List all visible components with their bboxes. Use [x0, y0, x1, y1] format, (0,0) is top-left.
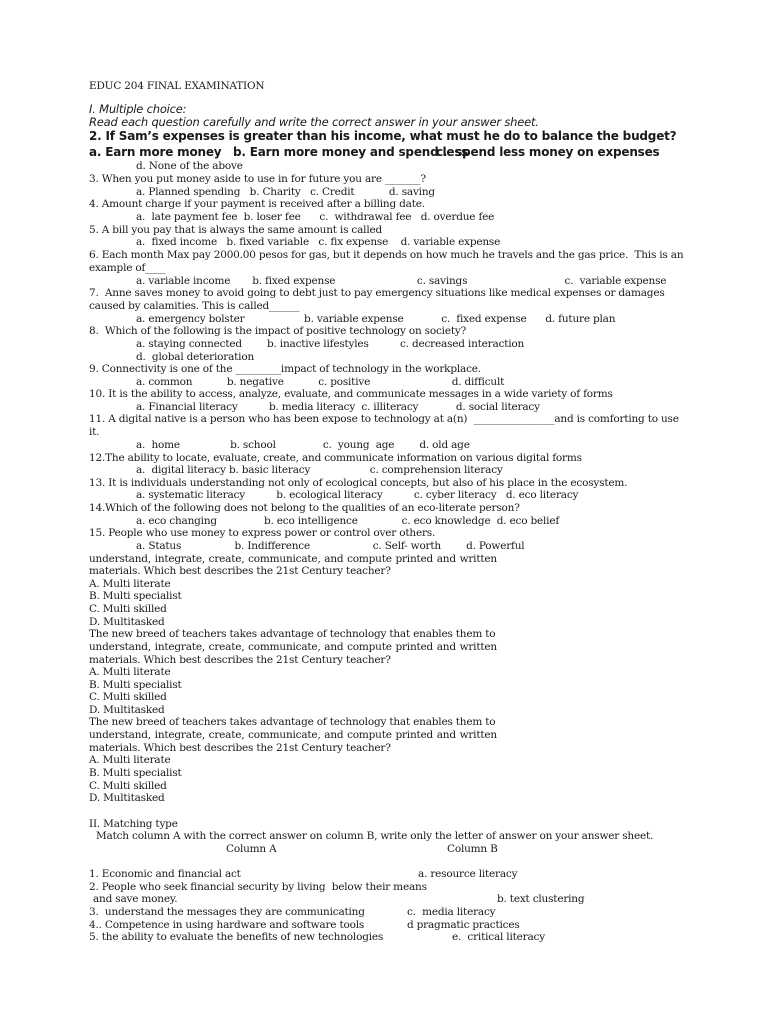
word: printed — [395, 553, 434, 565]
question-8-choices-1: a. staying connected b. inactive lifestyles c. decreased interaction — [136, 338, 525, 350]
matching-item-1-b: a. resource literacy — [418, 868, 518, 880]
question-8-choices-2: d. global deterioration — [136, 351, 255, 363]
word: and — [436, 553, 456, 565]
word: create, — [208, 729, 245, 741]
word: and — [324, 641, 344, 653]
question-13: 13. It is individuals understanding not only of ecological concepts, but also of his place in the ecosystem. — [89, 477, 628, 489]
question-9-choices: a. common b. negative c. positive d. difficult — [136, 376, 505, 388]
question-4: 4. Amount charge if your payment is received after a billing date. — [89, 198, 425, 210]
question-5: 5. A bill you pay that is always the same amount is called — [89, 224, 383, 236]
teacher-question-1: materials. Which best describes the 21st Century teacher? — [89, 565, 391, 577]
teacher-question-3-option-c: C. Multi skilled — [89, 780, 167, 792]
question-12: 12.The ability to locate, evaluate, create, and communicate information on various digital forms — [89, 452, 582, 464]
word: integrate, — [154, 553, 205, 565]
question-2: 2. If Sam’s expenses is greater than his income, what must he do to balance the budget? — [89, 129, 677, 143]
section2-heading: II. Matching type — [89, 818, 178, 830]
teacher-question-3: materials. Which best describes the 21st Century teacher? — [89, 742, 391, 754]
matching-item-3-a: 3. understand the messages they are communicating — [89, 906, 365, 918]
question-11-choices: a. home b. school c. young age d. old age — [136, 439, 470, 451]
word: understand, — [89, 553, 151, 565]
teacher-question-1-justified-line — [89, 553, 497, 566]
question-8: 8. Which of the following is the impact of positive technology on society? — [89, 325, 467, 337]
section1-instructions: Read each question carefully and write the correct answer in your answer sheet. — [89, 115, 539, 129]
word: communicate, — [248, 641, 321, 653]
matching-item-2-a-line-1: 2. People who seek financial security by living below their means — [89, 881, 427, 893]
question-2-choice-c: c. spend less money on expenses — [436, 145, 660, 159]
word: create, — [208, 553, 245, 565]
question-2-choice-a: a. Earn more money — [89, 145, 222, 159]
matching-item-5-b: e. critical literacy — [452, 931, 545, 943]
word: understand, — [89, 729, 151, 741]
matching-item-4-b: d pragmatic practices — [407, 919, 520, 931]
question-15: 15. People who use money to express power or control over others. — [89, 527, 436, 539]
word: written — [459, 553, 497, 565]
teacher-question-2-option-a: A. Multi literate — [89, 666, 171, 678]
teacher-question-1-option-a: A. Multi literate — [89, 578, 171, 590]
word: and — [436, 729, 456, 741]
question-10-choices: a. Financial literacy b. media literacy c. illiteracy d. social literacy — [136, 401, 540, 413]
word: written — [459, 729, 497, 741]
column-b-header: Column B — [447, 843, 498, 855]
question-4-choices: a. late payment fee b. loser fee c. withdrawal fee d. overdue fee — [136, 211, 495, 223]
question-3-choices: a. Planned spending b. Charity c. Credit d. saving — [136, 186, 435, 198]
teacher-question-3-option-d: D. Multitasked — [89, 792, 165, 804]
teacher-question-3-intro: The new breed of teachers takes advantage of technology that enables them to — [89, 716, 496, 728]
teacher-question-2-option-c: C. Multi skilled — [89, 691, 167, 703]
question-14: 14.Which of the following does not belong to the qualities of an eco-literate person? — [89, 502, 520, 514]
question-7-line-2: caused by calamities. This is called______ — [89, 300, 300, 312]
word: and — [436, 641, 456, 653]
word: integrate, — [154, 641, 205, 653]
matching-item-5-a: 5. the ability to evaluate the benefits of new technologies — [89, 931, 384, 943]
question-2-choice-b: b. Earn more money and spend less — [233, 145, 469, 159]
question-14-choices: a. eco changing b. eco intelligence c. eco knowledge d. eco belief — [136, 515, 560, 527]
question-11-line-2: it. — [89, 426, 100, 438]
matching-item-3-b: c. media literacy — [407, 906, 496, 918]
word: and — [324, 553, 344, 565]
section2-instructions: Match column A with the correct answer on column B, write only the letter of answer on your answer sheet. — [96, 830, 654, 842]
question-15-choices: a. Status b. Indifference c. Self- worth d. Powerful — [136, 540, 525, 552]
exam-title: EDUC 204 FINAL EXAMINATION — [89, 80, 265, 92]
teacher-question-1-option-d: D. Multitasked — [89, 616, 165, 628]
word: written — [459, 641, 497, 653]
question-3: 3. When you put money aside to use in for future you are _______? — [89, 173, 426, 185]
teacher-question-2-intro: The new breed of teachers takes advantage of technology that enables them to — [89, 628, 496, 640]
column-a-header: Column A — [226, 843, 277, 855]
word: communicate, — [248, 553, 321, 565]
section1-heading: I. Multiple choice: — [89, 102, 187, 116]
teacher-question-3-option-b: B. Multi specialist — [89, 767, 182, 779]
question-5-choices: a. fixed income b. fixed variable c. fix expense d. variable expense — [136, 236, 501, 248]
word: compute — [347, 553, 392, 565]
teacher-question-2-option-d: D. Multitasked — [89, 704, 165, 716]
teacher-question-1-option-c: C. Multi skilled — [89, 603, 167, 615]
question-9: 9. Connectivity is one of the _________impact of technology in the workplace. — [89, 363, 481, 375]
question-6-line-2: example of____ — [89, 262, 166, 274]
word: understand, — [89, 641, 151, 653]
question-11-line-1: 11. A digital native is a person who has been expose to technology at a(n) ________________and is comforting to use — [89, 413, 679, 425]
question-7-line-1: 7. Anne saves money to avoid going to debt just to pay emergency situations like medical expenses or damages — [89, 287, 665, 299]
question-6-line-1: 6. Each month Max pay 2000.00 pesos for gas, but it depends on how much he travels and the gas price. This is an — [89, 249, 684, 261]
question-2-choice-d: d. None of the above — [136, 160, 243, 172]
teacher-question-2-justified-line — [89, 641, 497, 654]
question-6-choices: a. variable income b. fixed expense c. savings c. variable expense — [136, 275, 667, 287]
word: create, — [208, 641, 245, 653]
word: and — [324, 729, 344, 741]
word: integrate, — [154, 729, 205, 741]
teacher-question-3-option-a: A. Multi literate — [89, 754, 171, 766]
word: printed — [395, 729, 434, 741]
question-12-choices: a. digital literacy b. basic literacy c. comprehension literacy — [136, 464, 503, 476]
teacher-question-2: materials. Which best describes the 21st Century teacher? — [89, 654, 391, 666]
word: compute — [347, 641, 392, 653]
word: printed — [395, 641, 434, 653]
question-10: 10. It is the ability to access, analyze, evaluate, and communicate messages in a wide variety of forms — [89, 388, 613, 400]
question-7-choices: a. emergency bolster b. variable expense c. fixed expense d. future plan — [136, 313, 616, 325]
matching-item-2-a-line-2: and save money. — [93, 893, 178, 905]
teacher-question-1-option-b: B. Multi specialist — [89, 590, 182, 602]
matching-item-1-a: 1. Economic and financial act — [89, 868, 241, 880]
teacher-question-3-justified-line — [89, 729, 497, 742]
teacher-question-2-option-b: B. Multi specialist — [89, 679, 182, 691]
question-13-choices: a. systematic literacy b. ecological literacy c. cyber literacy d. eco literacy — [136, 489, 579, 501]
word: communicate, — [248, 729, 321, 741]
matching-item-2-b: b. text clustering — [497, 893, 585, 905]
word: compute — [347, 729, 392, 741]
matching-item-4-a: 4.. Competence in using hardware and software tools — [89, 919, 365, 931]
